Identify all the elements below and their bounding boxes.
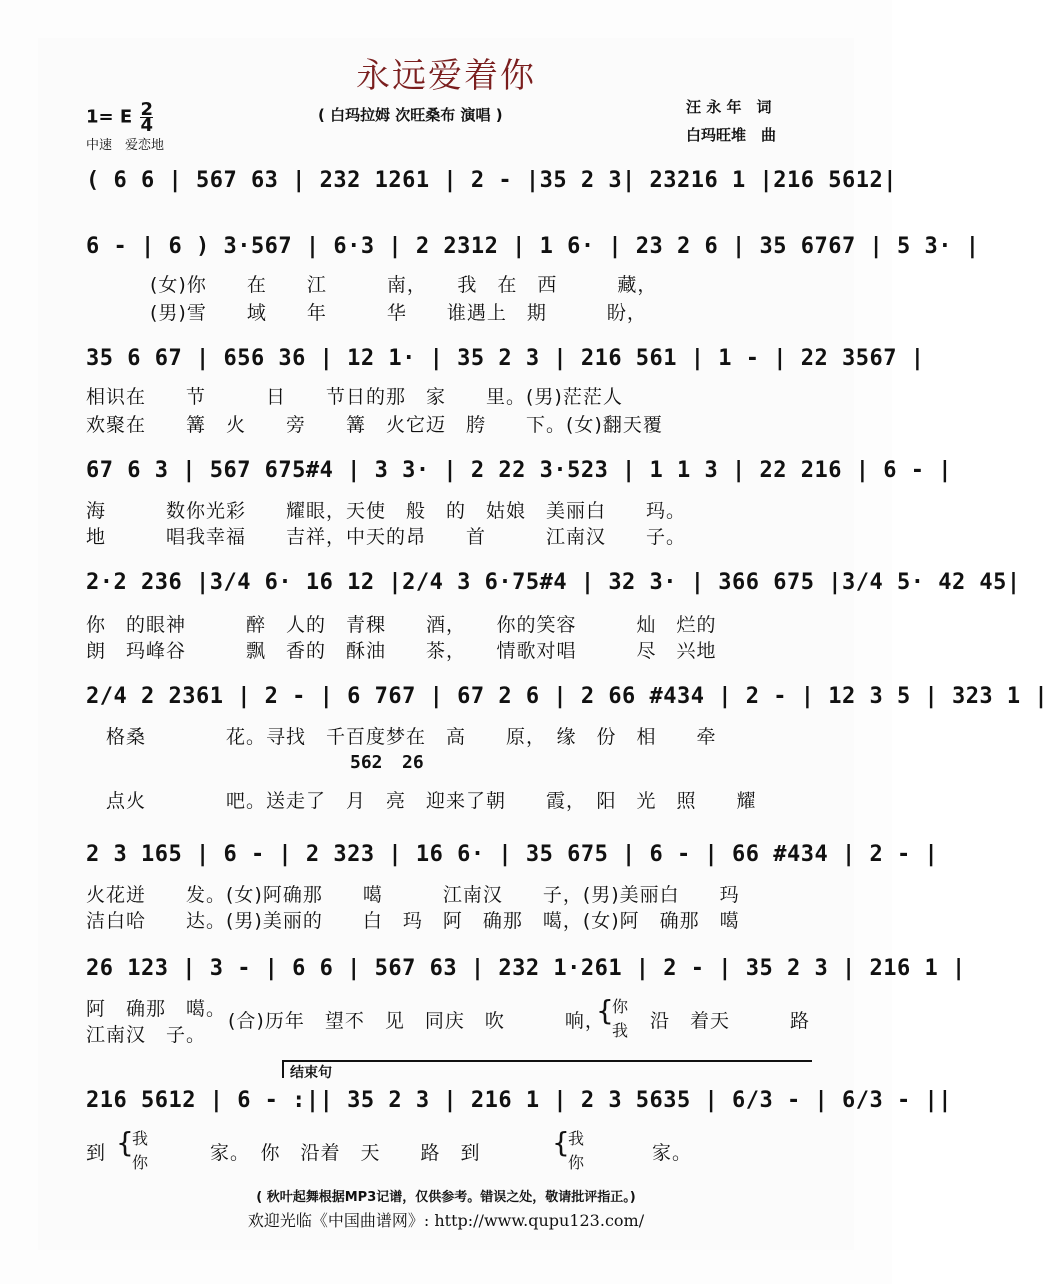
brace-icon: {: [552, 1126, 571, 1159]
brace-word: 我: [612, 1021, 630, 1040]
ending-bracket: [282, 1060, 812, 1078]
lyric-line: 到: [86, 1142, 107, 1164]
lyric-line: (合)历年 望不 见 同庆 吹 响，: [228, 1010, 605, 1032]
brace-word: 你: [612, 997, 630, 1016]
brace-icon: {: [116, 1126, 135, 1159]
lyric-line: 家。: [652, 1142, 693, 1164]
lyric-line: 点火 吧。送走了 月 亮 迎来了朝 霞， 阳 光 照 耀: [86, 790, 757, 812]
staff-line: 26 123 | 3 - | 6 6 | 567 63 | 232 1·261 | 2 - | 35 2 3 | 216 1 |: [86, 956, 966, 981]
lyric-line: 沿 着天 路: [650, 1010, 811, 1032]
lyric-line: 火花迸 发。(女)阿确那 噶 江南汉 子，(男)美丽白 玛: [86, 884, 740, 906]
brace-word: 我: [568, 1129, 586, 1148]
lyric-line: 洁白哈 达。(男)美丽的 白 玛 阿 确那 噶，(女)阿 确那 噶: [86, 910, 740, 932]
lyric-line: 家。 你 沿着 天 路 到: [210, 1142, 481, 1164]
staff-line: 2/4 2 2361 | 2 - | 6 767 | 67 2 6 | 2 66 #434 | 2 - | 12 3 5 | 323 1 |: [86, 684, 1048, 709]
tempo-marking: 中速 爱恋地: [86, 138, 165, 153]
composer: 白玛旺堆 曲: [686, 126, 777, 144]
brace-icon: {: [596, 994, 615, 1027]
lyric-line: (女)你 在 江 南， 我 在 西 藏，: [150, 274, 658, 296]
staff-line: 6 - | 6 ) 3·567 | 6·3 | 2 2312 | 1 6· | 23 2 6 | 35 6767 | 5 3· |: [86, 234, 980, 259]
lyric-line: 海 数你光彩 耀眼，天使 般 的 姑娘 美丽白 玛。: [86, 500, 687, 522]
lyric-line: 江南汉 子。: [86, 1024, 207, 1046]
lyric-line: 朗 玛峰谷 飘 香的 酥油 茶， 情歌对唱 尽 兴地: [86, 640, 717, 662]
lyric-line: 地 唱我幸福 吉祥，中天的昂 首 江南汉 子。: [86, 526, 687, 548]
lyric-line: (男)雪 域 年 华 谁遇上 期 盼，: [150, 302, 647, 324]
song-title: 永远爱着你: [356, 56, 536, 96]
lyric-line: 相识在 节 日 节日的那 家 里。(男)茫茫人: [86, 386, 623, 408]
brace-word: 你: [568, 1153, 586, 1172]
brace-word: 你: [132, 1153, 150, 1172]
performers: ( 白玛拉姆 次旺桑布 演唱 ): [318, 106, 503, 124]
brace-word: 我: [132, 1129, 150, 1148]
footnote: ( 秋叶起舞根据MP3记谱，仅供参考。错误之处，敬请批评指正。): [256, 1190, 636, 1205]
lyric-line: 阿 确那 噶。: [86, 998, 227, 1020]
alt-notes: 26: [402, 752, 424, 773]
staff-line: 2 3 165 | 6 - | 2 323 | 16 6· | 35 675 | 6 - | 66 #434 | 2 - |: [86, 842, 939, 867]
staff-line: 2·2 236 |3/4 6· 16 12 |2/4 3 6·75#4 | 32 3· | 366 675 |3/4 5· 42 45|: [86, 570, 1021, 595]
staff-line: ( 6 6 | 567 63 | 232 1261 | 2 - |35 2 3| 23216 1 |216 5612|: [86, 168, 897, 193]
staff-line: 67 6 3 | 567 675#4 | 3 3· | 2 22 3·523 | 1 1 3 | 22 216 | 6 - |: [86, 458, 952, 483]
site-link[interactable]: 欢迎光临《中国曲谱网》: http://www.qupu123.com/: [247, 1211, 645, 1230]
key-signature: 1= E $\frac{2}{4}$: [86, 99, 153, 136]
lyric-line: 格桑 花。寻找 千百度梦在 高 原， 缘 份 相 牵: [86, 726, 717, 748]
lyric-line: 欢聚在 篝 火 旁 篝 火它迈 胯 下。(女)翻天覆: [86, 414, 663, 436]
time-signature: $\frac{2}{4}$: [140, 99, 153, 136]
lyric-line: 你 的眼神 醉 人的 青稞 酒， 你的笑容 灿 烂的: [86, 614, 717, 636]
lyricist: 汪 永 年 词: [686, 98, 772, 116]
alt-notes: 562: [350, 752, 383, 773]
staff-line: 216 5612 | 6 - :|| 35 2 3 | 216 1 | 2 3 5635 | 6/3 - | 6/3 - ||: [86, 1088, 952, 1113]
ending-label: 结束句: [290, 1065, 332, 1081]
staff-line: 35 6 67 | 656 36 | 12 1· | 35 2 3 | 216 561 | 1 - | 22 3567 |: [86, 346, 925, 371]
